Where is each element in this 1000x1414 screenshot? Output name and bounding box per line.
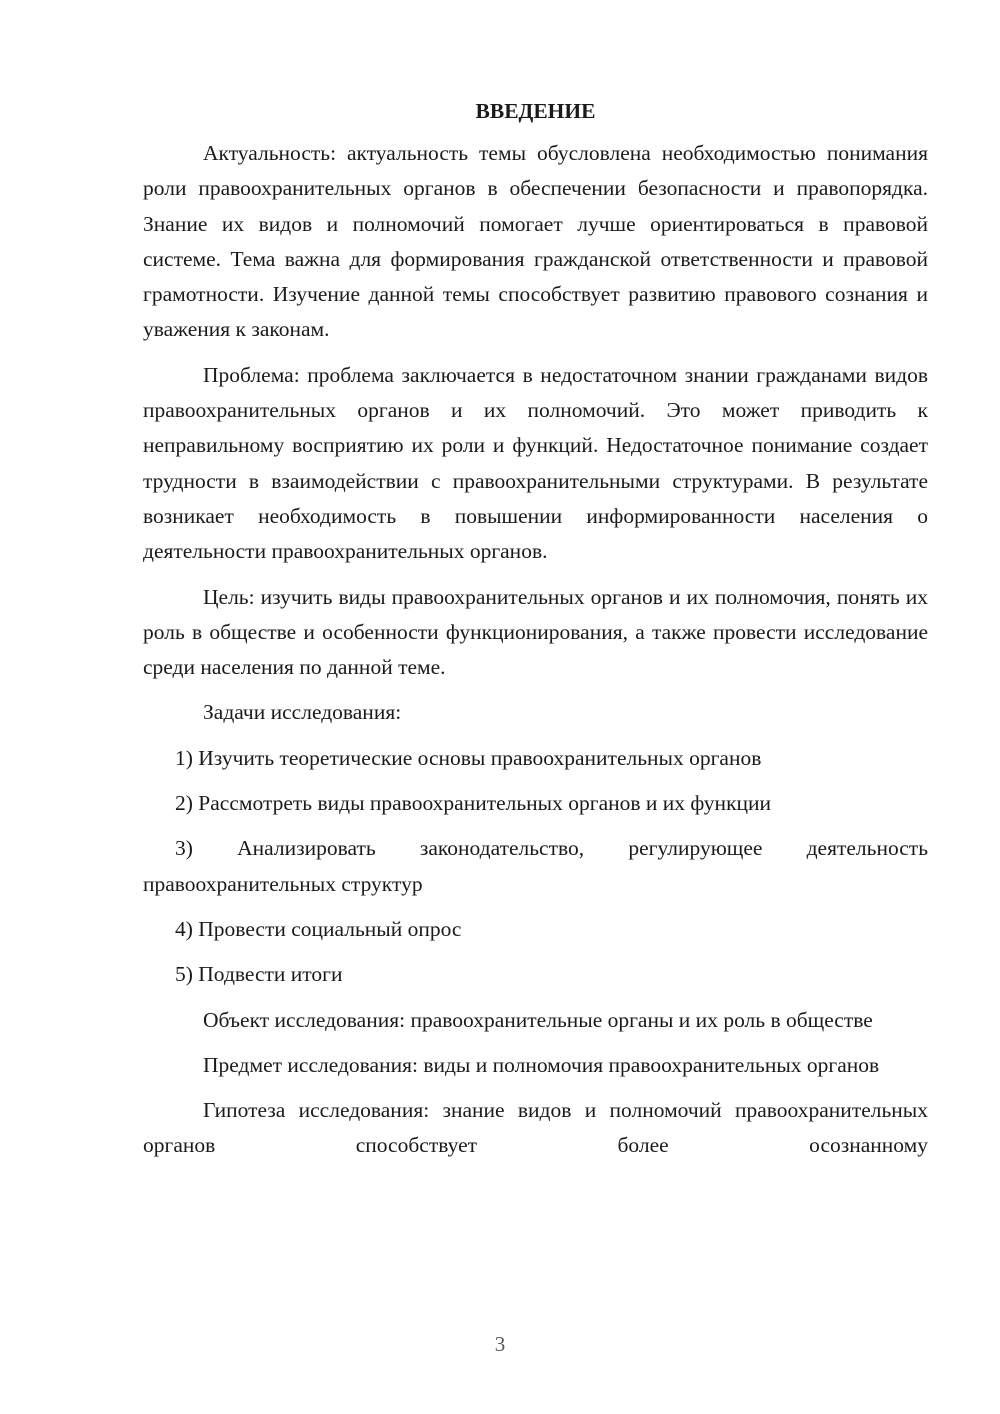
document-page: [143, 96, 928, 1174]
paragraph-hypothesis: Гипотеза исследования: знание видов и полномочий правоохранительных органов способствует более осознанному: [143, 1098, 928, 1158]
section-title: ВВЕДЕНИЕ: [475, 99, 596, 123]
paragraph-relevance: Актуальность: актуальность темы обусловлена необходимостью понимания роли правоохранительных органов в обеспечении безопасности и правопорядка. Знание их видов и полномочий помогает лучше ориентироваться в правовой системе. Тема важна для формирования гражданской ответственности и правовой грамотности. Изучение данной темы способствует развитию правового сознания и уважения к законам.: [143, 141, 928, 342]
paragraph-object: Объект исследования: правоохранительные органы и их роль в обществе: [203, 1007, 873, 1032]
task-item: 3) Анализировать законодательство, регулирующее деятельность правоохранительных структур: [143, 836, 928, 896]
task-item: 1) Изучить теоретические основы правоохранительных органов: [175, 745, 762, 770]
paragraph-problem: Проблема: проблема заключается в недостаточном знании гражданами видов правоохранительных органов и их полномочий. Это может приводить к неправильному восприятию их роли и функций. Недостаточное понимание создает трудности в взаимодействии с правоохранительными структурами. В результате возникает необходимость в повышении информированности населения о деятельности правоохранительных органов.: [143, 362, 928, 564]
page-number: 3: [494, 1332, 506, 1356]
paragraph-subject: Предмет исследования: виды и полномочия правоохранительных органов: [203, 1052, 880, 1077]
paragraph-goal: Цель: изучить виды правоохранительных органов и их полномочия, понять их роль в обществе и особенности функционирования, а также провести исследование среди населения по данной теме.: [143, 584, 928, 680]
paragraph-tasks-heading: Задачи исследования:: [203, 700, 402, 725]
task-item: 4) Провести социальный опрос: [175, 916, 462, 941]
task-item: 5) Подвести итоги: [175, 962, 343, 987]
task-item: 2) Рассмотреть виды правоохранительных органов и их функции: [175, 791, 772, 816]
